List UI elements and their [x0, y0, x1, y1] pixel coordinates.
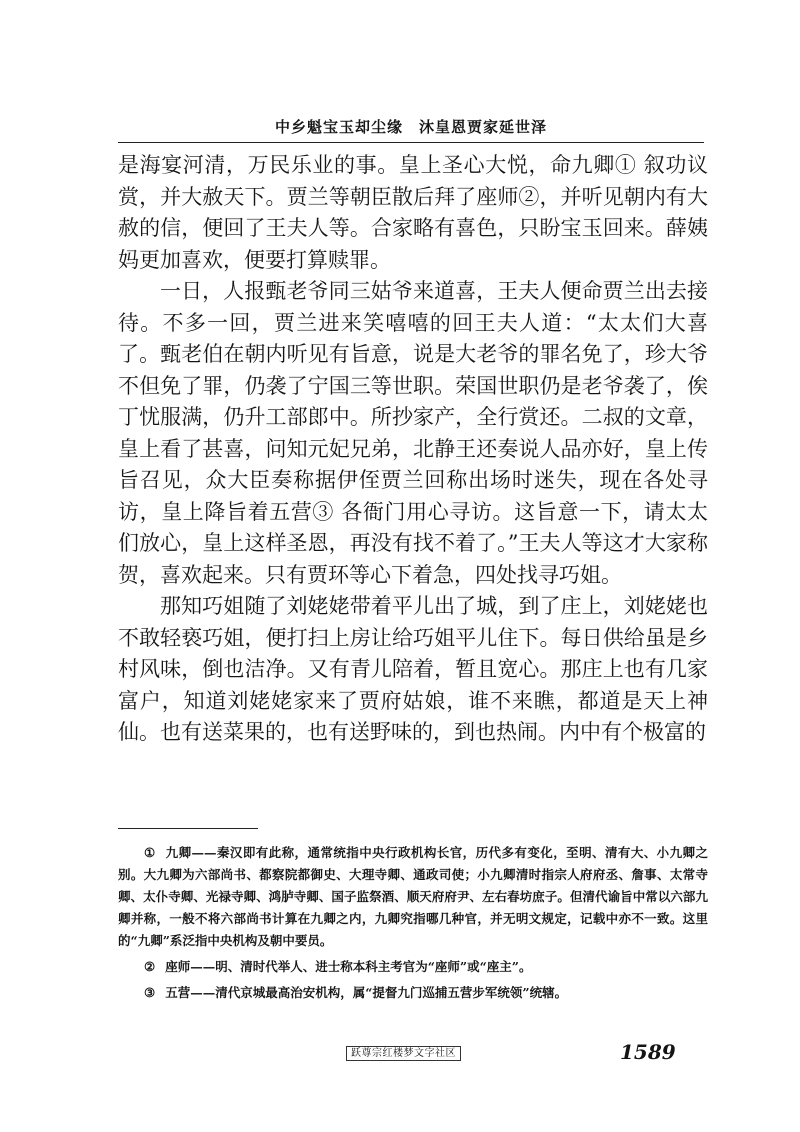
- footnote-2: [118, 956, 708, 978]
- paragraph-1: 是海宴河清，万民乐业的事。皇上圣心大悦，命九卿① 叙功议赏，并大赦天下。贾兰等朝臣散后拜了座师②，并听见朝内有大赦的信，便回了王夫人等。合家略有喜色，只盼宝玉回来。薛姨妈更加喜欢，便要打算赎罪。: [118, 153, 708, 272]
- header-rule: [118, 142, 704, 143]
- paragraph-3: 那知巧姐随了刘姥姥带着平儿出了城，到了庄上，刘姥姥也不敢轻亵巧姐，便打扫上房让给巧姐平儿住下。每日供给虽是乡村风味，倒也洁净。又有青儿陪着，暂且宽心。那庄上也有几家富户，知道刘姥姥家来了贾府姑娘，谁不来瞧，都道是天上神仙。也有送菜果的，也有送野味的，到也热闹。内中有个极富的: [118, 594, 708, 744]
- running-header: 中乡魁宝玉却尘缘 沐皇恩贾家延世泽: [274, 118, 547, 136]
- footnote-1-marker: ①: [144, 845, 156, 860]
- footnotes: [118, 842, 708, 1008]
- footnote-2-marker: ②: [144, 959, 156, 974]
- footnote-1-text: 九卿——秦汉即有此称，通常统指中央行政机构长官，历代多有变化，至明、清有大、小九卿之别。大九卿为六部尚书、都察院都御史、大理寺卿、通政司使；小九卿清时指宗人府府丞、詹事、太常寺卿、太仆寺卿、光禄寺卿、鸿胪寺卿、国子监祭酒、顺天府府尹、左右春坊庶子。但清代谕旨中常以六部九卿并称，一般不将六部尚书计算在九卿之内，九卿究指哪几种官，并无明文规定，记载中亦不一致。这里的“九卿”系泛指中央机构及朝中要员。: [118, 845, 708, 948]
- footnote-1: [118, 842, 708, 952]
- footnote-3: [118, 982, 708, 1004]
- body-text: [118, 150, 708, 749]
- page-number: 1589: [620, 1040, 676, 1064]
- footnote-3-marker: ③: [144, 985, 156, 1000]
- footnote-2-text: 座师——明、清时代举人、进士称本科主考官为“座师”或“座主”。: [165, 959, 532, 974]
- footnote-3-text: 五营——清代京城最高治安机构，属“提督九门巡捕五营步军统领”统辖。: [165, 985, 568, 1000]
- watermark-stamp: 跃尊宗红楼梦文字社区: [346, 1046, 461, 1061]
- footnote-rule: [118, 828, 258, 829]
- paragraph-2: 一日，人报甄老爷同三姑爷来道喜，王夫人便命贾兰出去接待。不多一回，贾兰进来笑嘻嘻的回王夫人道：“太太们大喜了。甄老伯在朝内听见有旨意，说是大老爷的罪名免了，珍大爷不但免了罪，仍袭了宁国三等世职。荣国世职仍是老爷袭了，俟丁忧服满，仍升工部郎中。所抄家产，全行赏还。二叔的文章，皇上看了甚喜，问知元妃兄弟，北静王还奏说人品亦好，皇上传旨召见，众大臣奏称据伊侄贾兰回称出场时迷失，现在各处寻访，皇上降旨着五营③ 各衙门用心寻访。这旨意一下，请太太们放心，皇上这样圣恩，再没有找不着了。”王夫人等这才大家称贺，喜欢起来。只有贾环等心下着急，四处找寻巧姐。: [118, 279, 708, 587]
